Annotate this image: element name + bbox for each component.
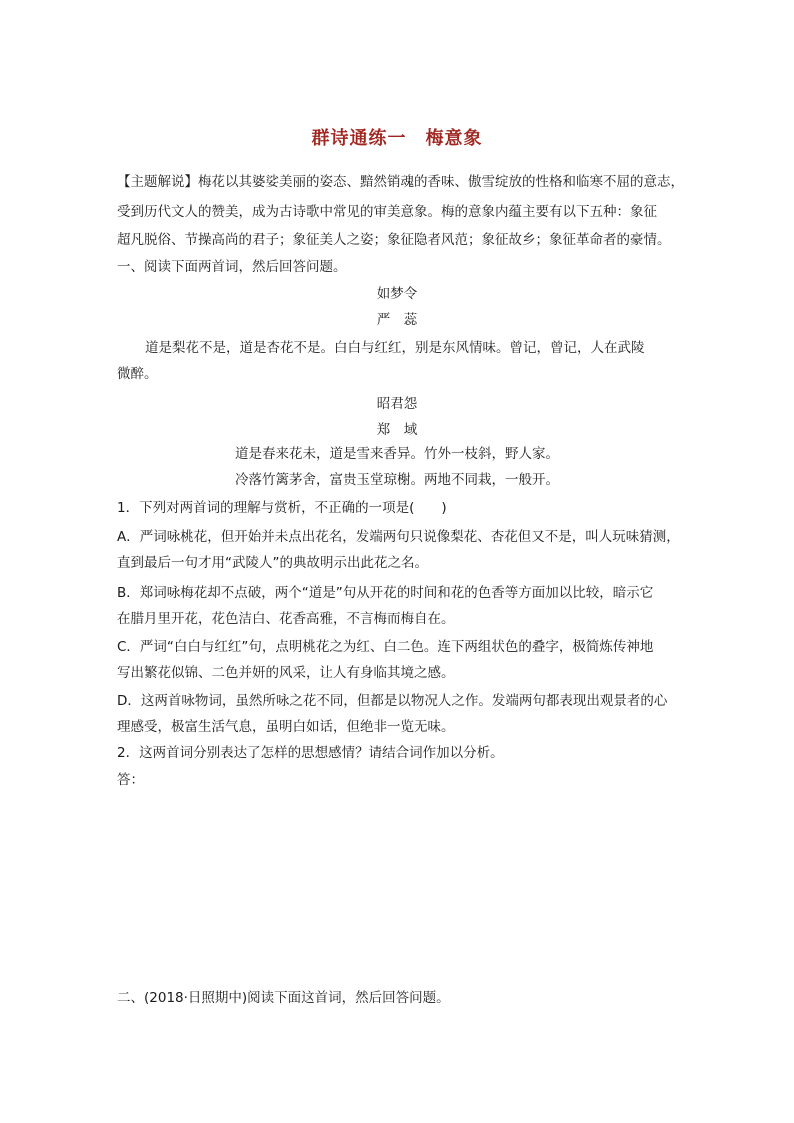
poem1-title: 如梦令 xyxy=(376,286,418,302)
q2-answer-label: 答： xyxy=(117,772,144,788)
q1-option-c-line-2: 写出繁花似锦、二色并妍的风采，让人有身临其境之感。 xyxy=(117,665,455,681)
q2-stem: 2．这两首词分别表达了怎样的思想感情？请结合词作加以分析。 xyxy=(117,745,504,761)
poem1-line-2: 微醉。 xyxy=(117,366,158,382)
poem2-line-2: 冷落竹篱茅舍，富贵玉堂琼榭。两地不同栽，一般开。 xyxy=(235,472,559,488)
poem2-title: 昭君怨 xyxy=(376,396,418,412)
section1-heading: 一、阅读下面两首词，然后回答问题。 xyxy=(117,259,347,275)
poem1-author: 严 蕊 xyxy=(376,312,418,328)
poem2-line-1: 道是春来花未，道是雪来香异。竹外一枝斜，野人家。 xyxy=(235,446,559,462)
poem2-author: 郑 域 xyxy=(376,422,418,438)
q1-option-d-line-2: 理感受，极富生活气息，虽明白如话，但绝非一览无味。 xyxy=(117,719,455,735)
intro-line-2: 受到历代文人的赞美，成为古诗歌中常见的审美意象。梅的意象内蕴主要有以下五种：象征 xyxy=(117,204,657,220)
intro-line-1 xyxy=(117,172,682,192)
intro-text-1: 梅花以其婆娑美丽的姿态、黯然销魂的香味、傲雪绽放的性格和临寒不屈的意志， xyxy=(198,174,684,190)
intro-line-3: 超凡脱俗、节操高尚的君子；象征美人之姿；象征隐者风范；象征故乡；象征革命者的豪情。 xyxy=(117,232,671,248)
q1-option-a-line-1: A．严词咏桃花，但开始并未点出花名，发端两句只说像梨花、杏花但又不是，叫人玩味猜测， xyxy=(117,529,680,545)
q1-option-b-line-2: 在腊月里开花，花色洁白、花香高雅，不言梅而梅自在。 xyxy=(117,611,455,627)
section2-heading: 二、(2018·日照期中)阅读下面这首词，然后回答问题。 xyxy=(117,990,450,1006)
intro-tag: 【主题解说】 xyxy=(117,174,198,190)
q1-option-c-line-1: C．严词“白白与红红”句，点明桃花之为红、白二色。连下两组状色的叠字，极简炼传神地 xyxy=(117,639,654,655)
q1-option-b-line-1: B．郑词咏梅花却不点破，两个“道是”句从开花的时间和花的色香等方面加以比较，暗示它 xyxy=(117,585,654,601)
q1-option-a-line-2: 直到最后一句才用“武陵人”的典故明示出此花之名。 xyxy=(117,555,428,571)
q1-option-d-line-1: D．这两首咏物词，虽然所咏之花不同，但都是以物况人之作。发端两句都表现出观景者的心 xyxy=(117,693,668,709)
q1-stem: 1．下列对两首词的理解与赏析，不正确的一项是( ) xyxy=(117,500,447,516)
page-title: 群诗通练一 梅意象 xyxy=(311,128,483,149)
poem1-line-1: 道是梨花不是，道是杏花不是。白白与红红，别是东风情味。曾记，曾记，人在武陵 xyxy=(145,340,645,356)
